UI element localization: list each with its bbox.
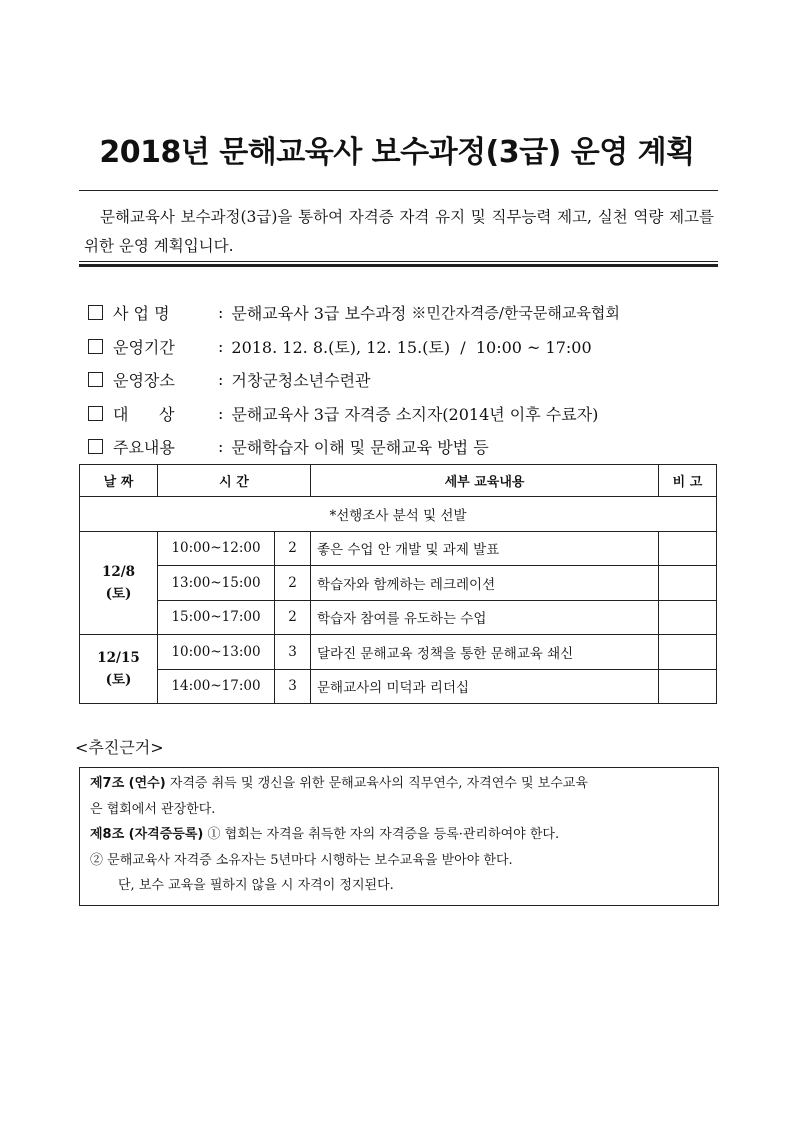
list-item: 대 상 : 문해교육사 3급 자격증 소지자(2014년 이후 수료자) [88, 397, 728, 431]
header-date: 날 짜 [80, 465, 158, 497]
divider [79, 261, 718, 262]
checkbox-icon [88, 339, 103, 354]
date-cell: 12/15 (토) [80, 635, 158, 704]
table-row [80, 566, 717, 601]
header-content: 세부 교육내용 [311, 465, 659, 497]
table-row [80, 669, 717, 704]
header-remark: 비 고 [659, 465, 717, 497]
pre-selection-note: *선행조사 분석 및 선발 [80, 497, 717, 532]
time-cell: 10:00~12:00 [158, 531, 275, 566]
time-cell: 15:00~17:00 [158, 600, 275, 635]
remark-cell [659, 531, 717, 566]
item-value: 거창군청소년수련관 [231, 371, 371, 391]
content-cell: 학습자와 함께하는 레크레이션 [311, 566, 659, 601]
content-cell: 달라진 문해교육 정책을 통한 문해교육 쇄신 [311, 635, 659, 670]
remark-cell [659, 566, 717, 601]
divider [79, 190, 718, 191]
checkbox-icon [88, 439, 103, 454]
list-item: 운영장소 : 거창군청소년수련관 [88, 363, 728, 397]
basis-box [79, 767, 719, 906]
time-cell: 10:00~13:00 [158, 635, 275, 670]
time-cell: 13:00~15:00 [158, 566, 275, 601]
item-label: 주요내용 [113, 438, 175, 458]
list-item: 사 업 명 : 문해교육사 3급 보수과정 ※민간자격증/한국문해교육협회 [88, 296, 728, 330]
item-value: 문해교육사 3급 보수과정 [231, 304, 407, 324]
list-item: 운영기간 : 2018. 12. 8.(토), 12. 15.(토) / 10:00 ~ 17:00 [88, 330, 728, 364]
checkbox-icon [88, 372, 103, 387]
page-title: 2018년 문해교육사 보수과정(3급) 운영 계획 [99, 135, 695, 170]
hours-cell: 2 [275, 531, 311, 566]
item-note: ※민간자격증/한국문해교육협회 [411, 304, 620, 323]
list-item: 주요내용 : 문해학습자 이해 및 문해교육 방법 등 [88, 430, 728, 464]
item-value: 문해학습자 이해 및 문해교육 방법 등 [231, 438, 489, 458]
divider [79, 264, 718, 267]
hours-cell: 2 [275, 600, 311, 635]
time-cell: 14:00~17:00 [158, 669, 275, 704]
overview-list [88, 296, 728, 464]
remark-cell [659, 635, 717, 670]
item-value: 문해교육사 3급 자격증 소지자(2014년 이후 수료자) [231, 404, 599, 424]
remark-cell [659, 669, 717, 704]
date-cell: 12/8 (토) [80, 531, 158, 635]
checkbox-icon [88, 305, 103, 320]
article-8-p3: 단, 보수 교육을 필하지 않을 시 자격이 정지된다. [118, 878, 394, 893]
item-label: 사 업 명 [113, 304, 170, 324]
hours-cell: 2 [275, 566, 311, 601]
table-row [80, 635, 717, 670]
table-header-row [80, 465, 717, 497]
item-label: 대 상 [113, 404, 175, 424]
basis-heading: <추진근거> [75, 738, 164, 757]
content-cell: 학습자 참여를 유도하는 수업 [311, 600, 659, 635]
content-cell: 좋은 수업 안 개발 및 과제 발표 [311, 531, 659, 566]
table-row [80, 600, 717, 635]
article-7-cont: 은 협회에서 관장한다. [90, 801, 216, 817]
table-row [80, 497, 717, 532]
content-cell: 문해교사의 미덕과 리더십 [311, 669, 659, 704]
item-label: 운영장소 [113, 371, 175, 391]
item-label: 운영기간 [113, 337, 175, 357]
hours-cell: 3 [275, 669, 311, 704]
hours-cell: 3 [275, 635, 311, 670]
header-time: 시 간 [158, 465, 311, 497]
article-7: 제7조 (연수) 자격증 취득 및 갱신을 위한 문해교육사의 직무연수, 자격연수 및 보수교육 [90, 776, 588, 791]
schedule-table [79, 464, 717, 704]
intro-paragraph: 문해교육사 보수과정(3급)을 통하여 자격증 자격 유지 및 직무능력 제고, 실천 역량 제고를 위한 운영 계획입니다. [84, 208, 714, 255]
article-8: 제8조 (자격증등록) ① 협회는 자격을 취득한 자의 자격증을 등록·관리하여야 한다. [90, 827, 560, 842]
table-row [80, 531, 717, 566]
item-value: 2018. 12. 8.(토), 12. 15.(토) / 10:00 ~ 17:00 [231, 337, 592, 357]
article-8-p2: ② 문해교육사 자격증 소유자는 5년마다 시행하는 보수교육을 받아야 한다. [90, 852, 513, 868]
remark-cell [659, 600, 717, 635]
checkbox-icon [88, 406, 103, 421]
